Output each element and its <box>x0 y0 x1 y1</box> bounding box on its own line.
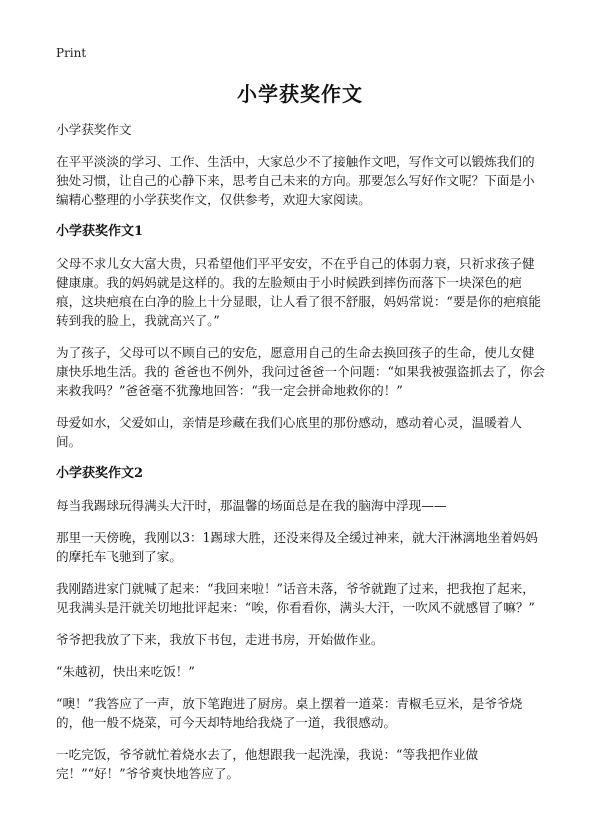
article-body <box>56 120 546 796</box>
section-heading-1: 小学获奖作文1 <box>56 224 144 239</box>
section2-paragraph-7: 一吃完饭，爷爷就忙着烧水去了，他想跟我一起洗澡，我说：“等我把作业做完！”“好！”爷爷爽快地答应了。 <box>56 747 479 781</box>
section-heading-2: 小学获奖作文2 <box>56 466 144 481</box>
article-subtitle: 小学获奖作文 <box>56 122 132 137</box>
section1-paragraph-3: 母爱如水，父爱如山，亲情是珍藏在我们心底里的那份感动，感动着心灵，温暖着人间。 <box>56 415 522 449</box>
section1-paragraph-1: 父母不求儿女大富大贵，只希望他们平平安安，不在乎自己的体弱力衰，只祈求孩子健健康康。我的妈妈就是这样的。我的左脸颊由于小时候跌到摔伤而落下一块深色的疤痕，这块疤痕在白净的脸上十分显眼，让人看了很不舒服，妈妈常说：“要是你的疤痕能转到我的脸上，我就高兴了。” <box>56 256 542 328</box>
section2-paragraph-6: “噢！”我答应了一声，放下笔跑进了厨房。桌上摆着一道菜：青椒毛豆米，是爷爷烧的，他一般不烧菜，可今天却特地给我烧了一道，我很感动。 <box>56 696 523 730</box>
intro-paragraph: 在平平淡淡的学习、工作、生活中，大家总少不了接触作文吧，写作文可以锻炼我们的独处习惯，让自己的心静下来，思考自己未来的方向。那要怎么写好作文呢？下面是小编精心整理的小学获奖作文，仅供参考，欢迎大家阅读。 <box>56 154 535 207</box>
section2-paragraph-2: 那里一天傍晚，我刚以3：1踢球大胜，还没来得及全缓过神来，就大汗淋漓地坐着妈妈的摩托车飞驰到了家。 <box>56 530 538 564</box>
page-title: 小学获奖作文 <box>237 82 363 106</box>
section2-paragraph-3: 我刚踏进家门就喊了起来：“我回来啦！”话音未落，爷爷就跑了过来，把我抱了起来，见我满头是汗就关切地批评起来：“唉，你看看你，满头大汗，一吹风不就感冒了嘛？” <box>56 581 535 615</box>
section1-paragraph-2: 为了孩子，父母可以不顾自己的安危，愿意用自己的生命去换回孩子的生命，使儿女健康快乐地生活。我的 爸爸也不例外，我问过爸爸一个问题：“如果我被强盗抓去了，你会来救我吗？”爸爸毫不犹豫地回答：“我一定会拼命地救你的！” <box>56 345 546 398</box>
section2-paragraph-5: “朱越初，快出来吃饭！” <box>56 664 195 679</box>
print-link[interactable]: Print <box>56 46 87 60</box>
section2-paragraph-1: 每当我踢球玩得满头大汗时，那温馨的场面总是在我的脑海中浮现—— <box>56 498 447 513</box>
section2-paragraph-4: 爷爷把我放了下来，我放下书包，走进书房，开始做作业。 <box>56 632 384 647</box>
